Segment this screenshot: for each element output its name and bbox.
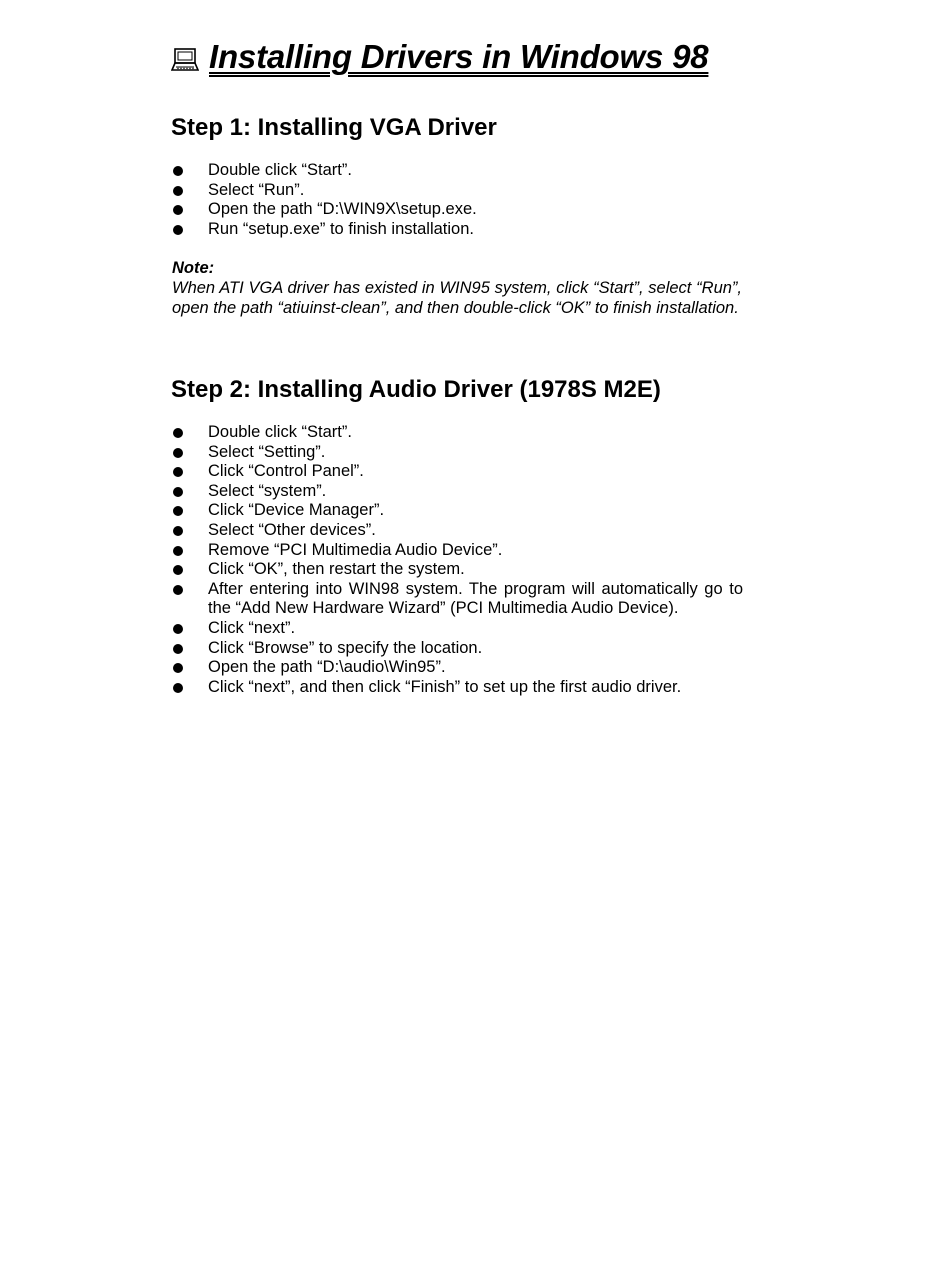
list-item: Run “setup.exe” to finish installation. <box>171 220 743 240</box>
bullet-icon <box>173 546 183 556</box>
list-item: Double click “Start”. <box>171 161 743 181</box>
list-item: Click “Device Manager”. <box>171 501 743 521</box>
list-item: Select “system”. <box>171 482 743 502</box>
laptop-icon <box>171 46 199 74</box>
step2-heading: Step 2: Installing Audio Driver (1978S M2E) <box>171 376 661 403</box>
list-item: Click “next”. <box>171 619 743 639</box>
bullet-icon <box>173 624 183 634</box>
page-title-text: Installing Drivers in Windows 98 <box>209 38 709 75</box>
list-item: After entering into WIN98 system. The program will automatically go to the “Add New Hardware Wizard” (PCI Multimedia Audio Device). <box>171 580 743 619</box>
list-item: Remove “PCI Multimedia Audio Device”. <box>171 541 743 561</box>
bullet-icon <box>173 663 183 673</box>
step2-list <box>171 423 743 697</box>
note-text: When ATI VGA driver has existed in WIN95 system, click “Start”, select “Run”, open the path “atiuinst-clean”, and then double-click “OK” to finish installation. <box>172 279 742 317</box>
list-item: Select “Setting”. <box>171 443 743 463</box>
list-item: Select “Run”. <box>171 181 743 201</box>
list-item: Click “Browse” to specify the location. <box>171 639 743 659</box>
bullet-icon <box>173 166 183 176</box>
bullet-icon <box>173 205 183 215</box>
bullet-icon <box>173 186 183 196</box>
bullet-icon <box>173 565 183 575</box>
page-title <box>171 38 708 76</box>
bullet-icon <box>173 585 183 595</box>
list-item: Double click “Start”. <box>171 423 743 443</box>
list-item: Click “OK”, then restart the system. <box>171 560 743 580</box>
list-item: Click “Control Panel”. <box>171 462 743 482</box>
step1-heading: Step 1: Installing VGA Driver <box>171 114 497 141</box>
bullet-icon <box>173 644 183 654</box>
bullet-icon <box>173 487 183 497</box>
bullet-icon <box>173 428 183 438</box>
bullet-icon <box>173 225 183 235</box>
note-label: Note: <box>172 259 215 277</box>
list-item: Open the path “D:\audio\Win95”. <box>171 658 743 678</box>
bullet-icon <box>173 683 183 693</box>
list-item: Select “Other devices”. <box>171 521 743 541</box>
bullet-icon <box>173 506 183 516</box>
list-item: Click “next”, and then click “Finish” to set up the first audio driver. <box>171 678 743 698</box>
list-item: Open the path “D:\WIN9X\setup.exe. <box>171 200 743 220</box>
bullet-icon <box>173 448 183 458</box>
bullet-icon <box>173 526 183 536</box>
step1-list <box>171 161 743 239</box>
bullet-icon <box>173 467 183 477</box>
